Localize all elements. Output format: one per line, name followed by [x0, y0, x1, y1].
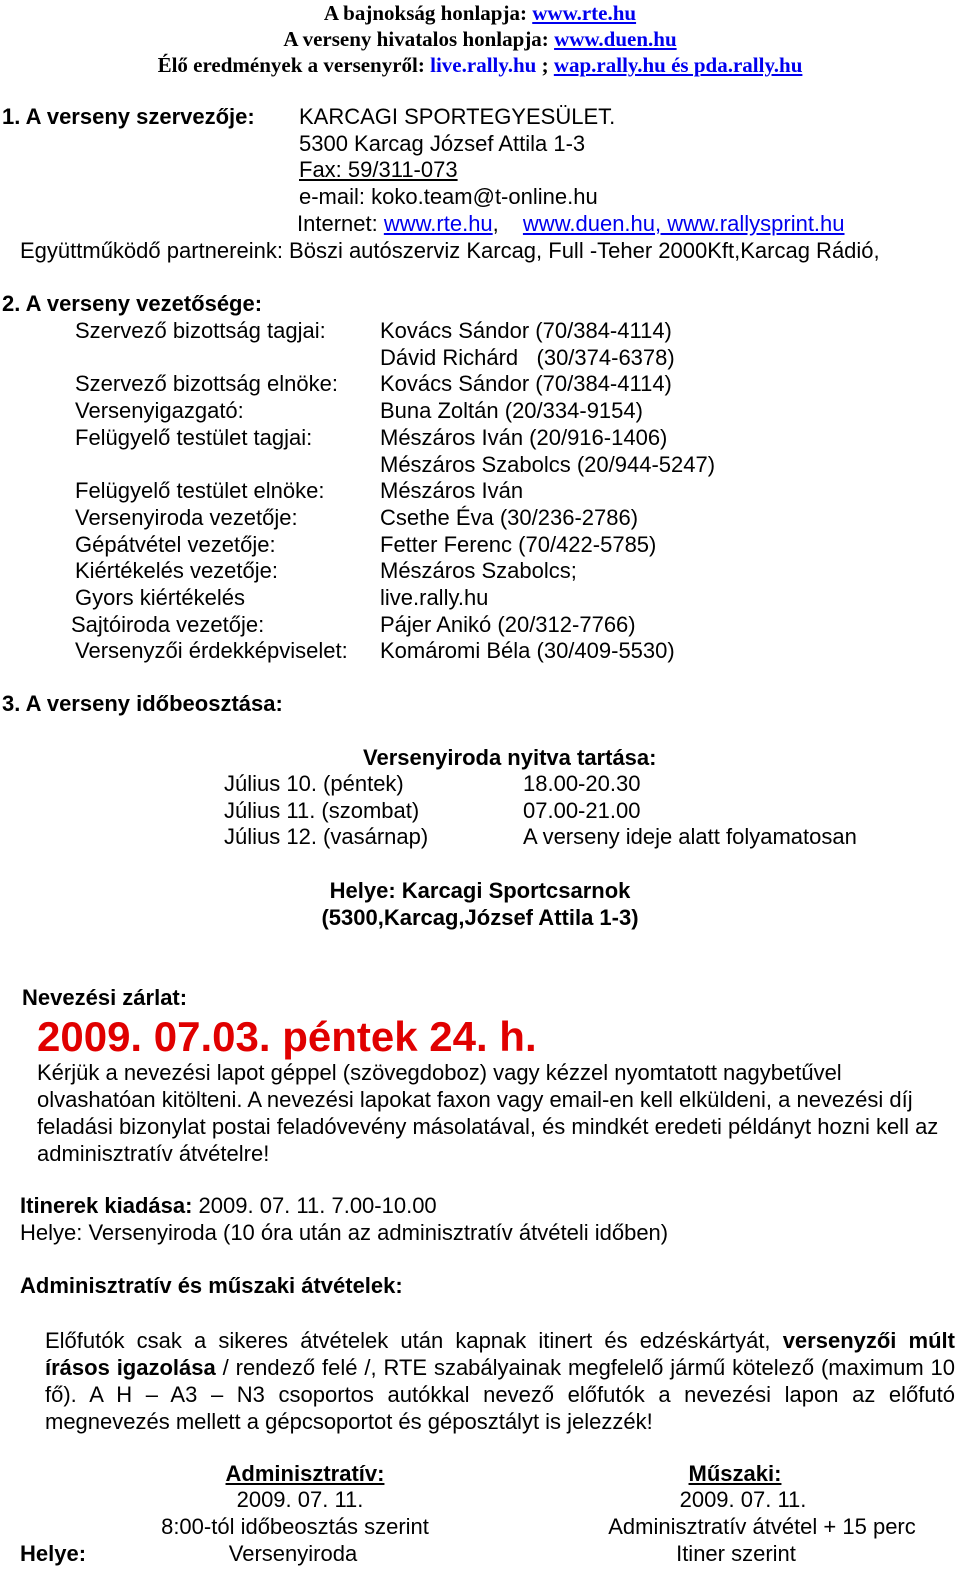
entry-deadline-title: Nevezési zárlat:	[22, 985, 188, 1010]
itinerary-label: Itinerek kiadása:	[20, 1193, 193, 1218]
office-time: 07.00-21.00	[523, 798, 641, 823]
management-role: Gyors kiértékelés	[75, 585, 245, 610]
management-role: Sajtóiroda vezetője:	[71, 612, 265, 637]
admin-place: Versenyiroda	[228, 1541, 358, 1566]
office-time: 18.00-20.30	[523, 771, 641, 796]
official-site-link[interactable]: www.duen.hu	[554, 27, 677, 51]
link-comma: ,	[492, 211, 499, 236]
partners-line: Együttműködő partnereink: Böszi autószerviz Karcag, Full -Teher 2000Kft,Karcag Rádió,	[20, 238, 880, 263]
management-person: Fetter Ferenc (70/422-5785)	[380, 532, 657, 557]
management-role: Kiértékelés vezetője:	[75, 558, 278, 583]
section-1-title: 1. A verseny szervezője:	[2, 104, 255, 129]
entry-deadline-date: 2009. 07.03. péntek 24. h.	[37, 1013, 537, 1060]
section-2-title: 2. A verseny vezetősége:	[2, 291, 263, 316]
office-hours-title: Versenyiroda nyitva tartása:	[363, 745, 657, 770]
management-person: Dávid Richárd (30/374-6378)	[380, 345, 675, 370]
organizer-name: KARCAGI SPORTEGYESÜLET.	[299, 104, 616, 129]
inspection-place-label: Helye:	[20, 1541, 87, 1566]
organizer-fax: Fax: 59/311-073	[299, 157, 458, 182]
management-person: Kovács Sándor (70/384-4114)	[380, 371, 672, 396]
itinerary-place: Helye: Versenyiroda (10 óra után az adminisztratív átvételi időben)	[20, 1220, 669, 1245]
management-person: Mészáros Iván (20/916-1406)	[380, 425, 668, 450]
duen-rallysprint-link[interactable]: www.duen.hu, www.rallysprint.hu	[522, 211, 845, 236]
management-person: Mészáros Iván	[380, 478, 524, 503]
itinerary-line	[20, 1193, 437, 1219]
inspections-text	[45, 1327, 955, 1435]
management-role: Szervező bizottság tagjai:	[75, 318, 326, 343]
management-role: Gépátvétel vezetője:	[75, 532, 276, 557]
admin-date: 2009. 07. 11.	[236, 1487, 364, 1512]
management-role: Felügyelő testület elnöke:	[75, 478, 325, 503]
management-person: Kovács Sándor (70/384-4114)	[380, 318, 672, 343]
management-role: Versenyigazgató:	[75, 398, 244, 423]
organizer-email: e-mail: koko.team@t-online.hu	[299, 184, 598, 209]
section-3-title: 3. A verseny időbeosztása:	[2, 691, 283, 716]
internet-label: Internet:	[297, 211, 378, 236]
live-results-link[interactable]: live.rally.hu	[430, 53, 537, 77]
office-day: Július 10. (péntek)	[224, 771, 404, 796]
organizer-internet	[297, 211, 845, 237]
championship-site-link[interactable]: www.rte.hu	[532, 1, 637, 25]
header-line-3	[0, 52, 960, 78]
live-results-label: Élő eredmények a versenyről:	[157, 53, 425, 77]
header-line-1	[0, 0, 960, 26]
management-role: Szervező bizottság elnöke:	[75, 371, 338, 396]
tech-place: Itiner szerint	[676, 1541, 796, 1566]
organizer-address: 5300 Karcag József Attila 1-3	[299, 131, 586, 156]
management-role: Felügyelő testület tagjai:	[75, 425, 313, 450]
office-time: A verseny ideje alatt folyamatosan	[523, 824, 857, 849]
management-person: Pájer Anikó (20/312-7766)	[380, 612, 636, 637]
management-person: Mészáros Szabolcs (20/944-5247)	[380, 452, 716, 477]
tech-date: 2009. 07. 11.	[679, 1487, 807, 1512]
rte-link[interactable]: www.rte.hu	[383, 211, 493, 236]
championship-site-label: A bajnokság honlapja:	[323, 1, 527, 25]
management-person: Buna Zoltán (20/334-9154)	[380, 398, 643, 423]
tech-time: Adminisztratív átvétel + 15 perc	[608, 1514, 916, 1539]
office-day: Július 11. (szombat)	[224, 798, 420, 823]
venue-line-1: Helye: Karcagi Sportcsarnok	[329, 878, 631, 903]
office-day: Július 12. (vasárnap)	[224, 824, 429, 849]
itinerary-value: 2009. 07. 11. 7.00-10.00	[192, 1193, 437, 1218]
inspections-title: Adminisztratív és műszaki átvételek:	[20, 1273, 403, 1298]
inspections-text-b: / rendező felé /, RTE szabályainak megfelelő jármű kötelező (maximum 10 fő). A H – A3 – N3 csoportos autókkal nevező előfutók a nevezési lapon az előfutó megnevezés mellett a gépcsoportot és géposztályt is jelezzék!	[45, 1355, 955, 1434]
management-role: Versenyiroda vezetője:	[75, 505, 298, 530]
management-person: Komáromi Béla (30/409-5530)	[380, 638, 675, 663]
admin-title: Adminisztratív:	[225, 1461, 385, 1486]
management-role: Versenyzői érdekképviselet:	[75, 638, 348, 663]
venue-line-2: (5300,Karcag,József Attila 1-3)	[321, 905, 639, 930]
management-person: live.rally.hu	[380, 585, 489, 610]
tech-title: Műszaki:	[688, 1461, 782, 1486]
official-site-label: A verseny hivatalos honlapja:	[283, 27, 549, 51]
mobile-results-link[interactable]: wap.rally.hu és pda.rally.hu	[553, 53, 803, 77]
admin-time: 8:00-tól időbeosztás szerint	[161, 1514, 429, 1539]
inspections-text-a: Előfutók csak a sikeres átvételek után kapnak itinert és edzéskártyát,	[45, 1328, 783, 1353]
entry-instructions: Kérjük a nevezési lapot géppel (szövegdoboz) vagy kézzel nyomtatott nagybetűvel olvashatóan kitölteni. A nevezési lapokat faxon vagy email-en kell elküldeni, a nevezési díj feladási bizonylat postai feladóvevény másolatával, és mindkét eredeti példányt hozni kell az adminisztratív átvételre!	[37, 1060, 939, 1166]
management-person: Csethe Éva (30/236-2786)	[380, 505, 639, 530]
live-results-separator: ;	[536, 53, 554, 77]
header-line-2	[0, 26, 960, 52]
management-person: Mészáros Szabolcs;	[380, 558, 577, 583]
inspections-text-bold: versenyzői múlt írásos igazolása	[45, 1328, 955, 1380]
